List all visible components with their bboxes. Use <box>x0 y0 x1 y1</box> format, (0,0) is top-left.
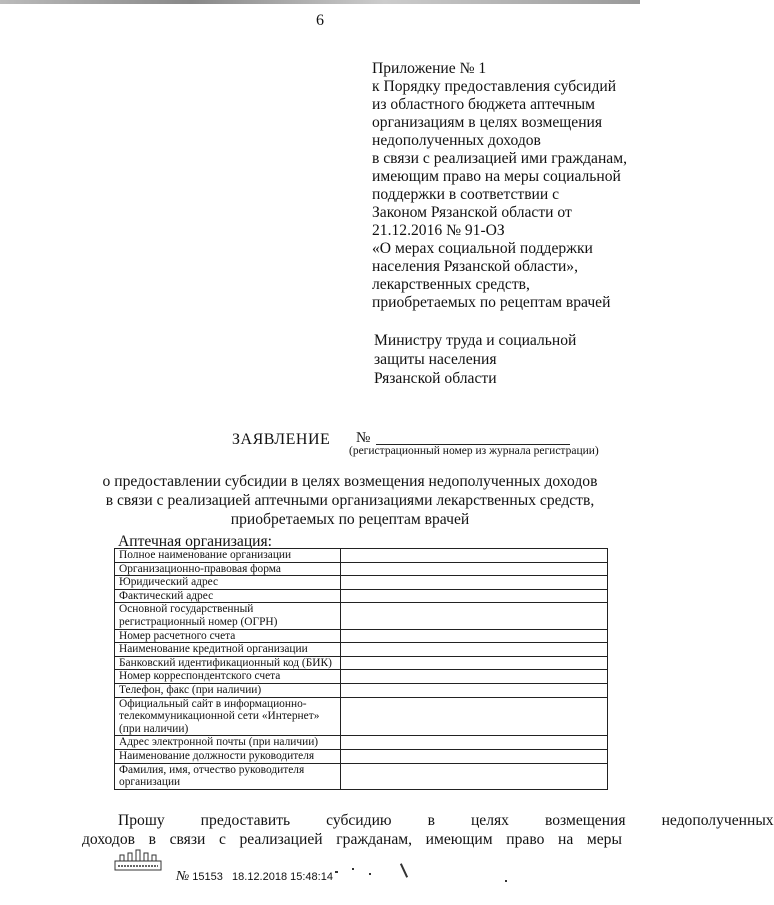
table-row <box>115 576 608 590</box>
appendix-line: Приложение № 1 <box>372 60 487 77</box>
scan-speck <box>505 880 507 882</box>
field-label: Юридический адрес <box>115 576 341 590</box>
appendix-line: 21.12.2016 № 91-ОЗ <box>372 222 505 239</box>
text-word: меры <box>586 831 622 848</box>
table-row <box>115 736 608 750</box>
appendix-line: недополученных доходов <box>372 132 541 149</box>
field-label: Номер корреспондентского счета <box>115 670 341 684</box>
table-row <box>115 643 608 657</box>
text-word: реализацией <box>239 831 323 848</box>
field-label: Полное наименование организации <box>115 549 341 563</box>
footer-number-sign: № <box>176 869 190 884</box>
scan-speck <box>369 873 371 875</box>
recipient-line: Рязанской области <box>374 370 497 387</box>
appendix-line: к Порядку предоставления субсидий <box>372 78 617 95</box>
recipient-line: Министру труда и социальной <box>374 332 577 349</box>
appendix-line: в связи с реализацией ими гражданам, <box>372 150 627 167</box>
field-value-cell[interactable] <box>341 576 608 590</box>
table-row <box>115 603 608 629</box>
table-row <box>115 562 608 576</box>
table-row <box>115 763 608 789</box>
subject-line: в связи с реализацией аптечными организациями лекарственных средств, <box>105 492 595 509</box>
appendix-line: лекарственных средств, <box>372 276 530 293</box>
table-row <box>115 683 608 697</box>
text-word: связи <box>169 831 206 848</box>
scan-speck <box>335 871 338 873</box>
appendix-line: поддержки в соответствии с <box>372 186 560 203</box>
text-word: доходов <box>82 831 135 848</box>
text-word: целях <box>470 812 509 829</box>
text-word: имеющим <box>425 831 493 848</box>
field-value-cell[interactable] <box>341 763 608 789</box>
document-title: ЗАЯВЛЕНИЕ <box>232 431 331 448</box>
page-number: 6 <box>316 12 324 29</box>
footer-doc-number: 15153 <box>192 871 223 883</box>
text-word: гражданам, <box>336 831 413 848</box>
text-word: предоставить <box>200 812 291 829</box>
field-value-cell[interactable] <box>341 670 608 684</box>
pharmacy-label: Аптечная организация: <box>118 533 273 550</box>
recipient-line: защиты населения <box>374 351 497 368</box>
subject-line: приобретаемых по рецептам врачей <box>230 511 470 528</box>
table-row <box>115 697 608 736</box>
table-row <box>115 749 608 763</box>
field-value-cell[interactable] <box>341 683 608 697</box>
appendix-line: приобретаемых по рецептам врачей <box>372 294 611 311</box>
field-label: Номер расчетного счета <box>115 629 341 643</box>
organization-details-table <box>114 548 608 790</box>
field-label: Адрес электронной почты (при наличии) <box>115 736 341 750</box>
recipient-block <box>374 331 576 388</box>
field-value-cell[interactable] <box>341 656 608 670</box>
appendix-line: населения Рязанской области», <box>372 258 579 275</box>
field-value-cell[interactable] <box>341 562 608 576</box>
scan-speck <box>352 868 354 870</box>
registration-number-sign: № <box>356 430 371 446</box>
field-value-cell[interactable] <box>341 749 608 763</box>
text-word: возмещения <box>544 812 626 829</box>
registration-hint: (регистрационный номер из журнала регистрации) <box>349 445 599 457</box>
field-label: Телефон, факс (при наличии) <box>115 683 341 697</box>
field-label: Наименование должности руководителя <box>115 749 341 763</box>
subject-line: о предоставлении субсидии в целях возмещения недополученных доходов <box>102 473 598 490</box>
field-label: Фактический адрес <box>115 589 341 603</box>
field-value-cell[interactable] <box>341 643 608 657</box>
appendix-line: Законом Рязанской области от <box>372 204 572 221</box>
document-subject <box>90 472 610 529</box>
footer-datetime: 18.12.2018 15:48:14 <box>232 871 333 883</box>
text-word: с <box>218 831 226 848</box>
table-row <box>115 589 608 603</box>
request-line-1 <box>82 811 774 830</box>
field-label: Официальный сайт в информационно-телекоммуникационной сети «Интернет» (при наличии) <box>115 697 341 736</box>
text-word: недополученных <box>661 812 774 829</box>
field-label: Организационно-правовая форма <box>115 562 341 576</box>
field-label: Банковский идентификационный код (БИК) <box>115 656 341 670</box>
request-paragraph <box>82 811 774 849</box>
text-word: на <box>558 831 574 848</box>
scan-speck <box>400 863 408 877</box>
field-value-cell[interactable] <box>341 697 608 736</box>
field-value-cell[interactable] <box>341 603 608 629</box>
field-value-cell[interactable] <box>341 589 608 603</box>
field-value-cell[interactable] <box>341 549 608 563</box>
registry-stamp-icon <box>114 847 162 871</box>
text-word: субсидию <box>326 812 392 829</box>
text-word: в <box>148 831 156 848</box>
text-word: в <box>427 812 435 829</box>
registration-footer <box>176 869 333 885</box>
scan-top-edge <box>0 0 640 4</box>
field-value-cell[interactable] <box>341 736 608 750</box>
text-word: Прошу <box>118 812 165 829</box>
text-word: право <box>506 831 545 848</box>
field-label: Наименование кредитной организации <box>115 643 341 657</box>
appendix-block <box>372 60 640 312</box>
table-row <box>115 670 608 684</box>
field-label: Фамилия, имя, отчество руководителя организации <box>115 763 341 789</box>
appendix-line: имеющим право на меры социальной <box>372 168 621 185</box>
request-line-2 <box>82 830 622 849</box>
appendix-line: «О мерах социальной поддержки <box>372 240 593 257</box>
table-row <box>115 629 608 643</box>
table-row <box>115 656 608 670</box>
field-label: Основной государственный регистрационный номер (ОГРН) <box>115 603 341 629</box>
appendix-line: организациям в целях возмещения <box>372 114 603 131</box>
field-value-cell[interactable] <box>341 629 608 643</box>
table-row <box>115 549 608 563</box>
appendix-line: из областного бюджета аптечным <box>372 96 596 113</box>
